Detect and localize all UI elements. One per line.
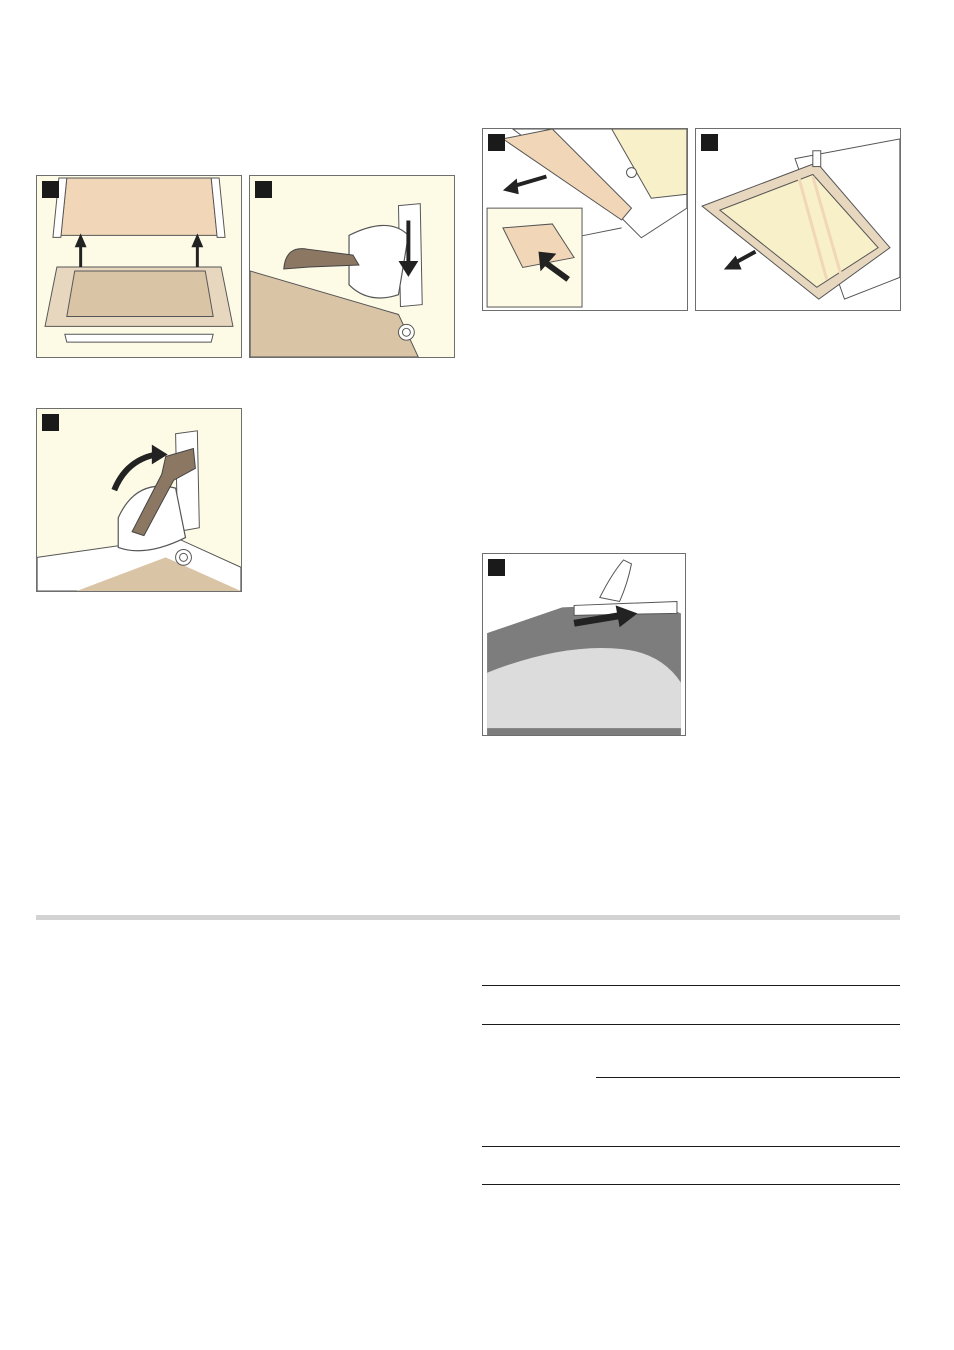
table-rule-bottom <box>482 1184 900 1185</box>
trim-strip-release-illustration <box>483 129 687 310</box>
step-badge <box>488 134 505 151</box>
step-badge <box>42 414 59 431</box>
step-badge <box>42 181 59 198</box>
door-liner-illustration <box>37 176 241 357</box>
table-rule-top <box>482 985 900 986</box>
trim-strip-push-illustration <box>483 554 685 735</box>
table-rule <box>482 1024 900 1025</box>
step-badge <box>488 559 505 576</box>
figure-step-3 <box>36 408 242 592</box>
inner-pane-pull-illustration <box>696 129 900 310</box>
step-badge <box>701 134 718 151</box>
hinge-lever-up-illustration <box>37 409 241 591</box>
step-badge <box>255 181 272 198</box>
figure-step-5 <box>695 128 901 311</box>
figure-step-2 <box>249 175 455 358</box>
table-rule-sub <box>596 1077 900 1078</box>
figure-step-4 <box>482 128 688 311</box>
table-rule <box>482 1146 900 1147</box>
section-divider <box>36 915 900 920</box>
hinge-lever-down-illustration <box>250 176 454 357</box>
figure-step-1 <box>36 175 242 358</box>
figure-step-6 <box>482 553 686 736</box>
